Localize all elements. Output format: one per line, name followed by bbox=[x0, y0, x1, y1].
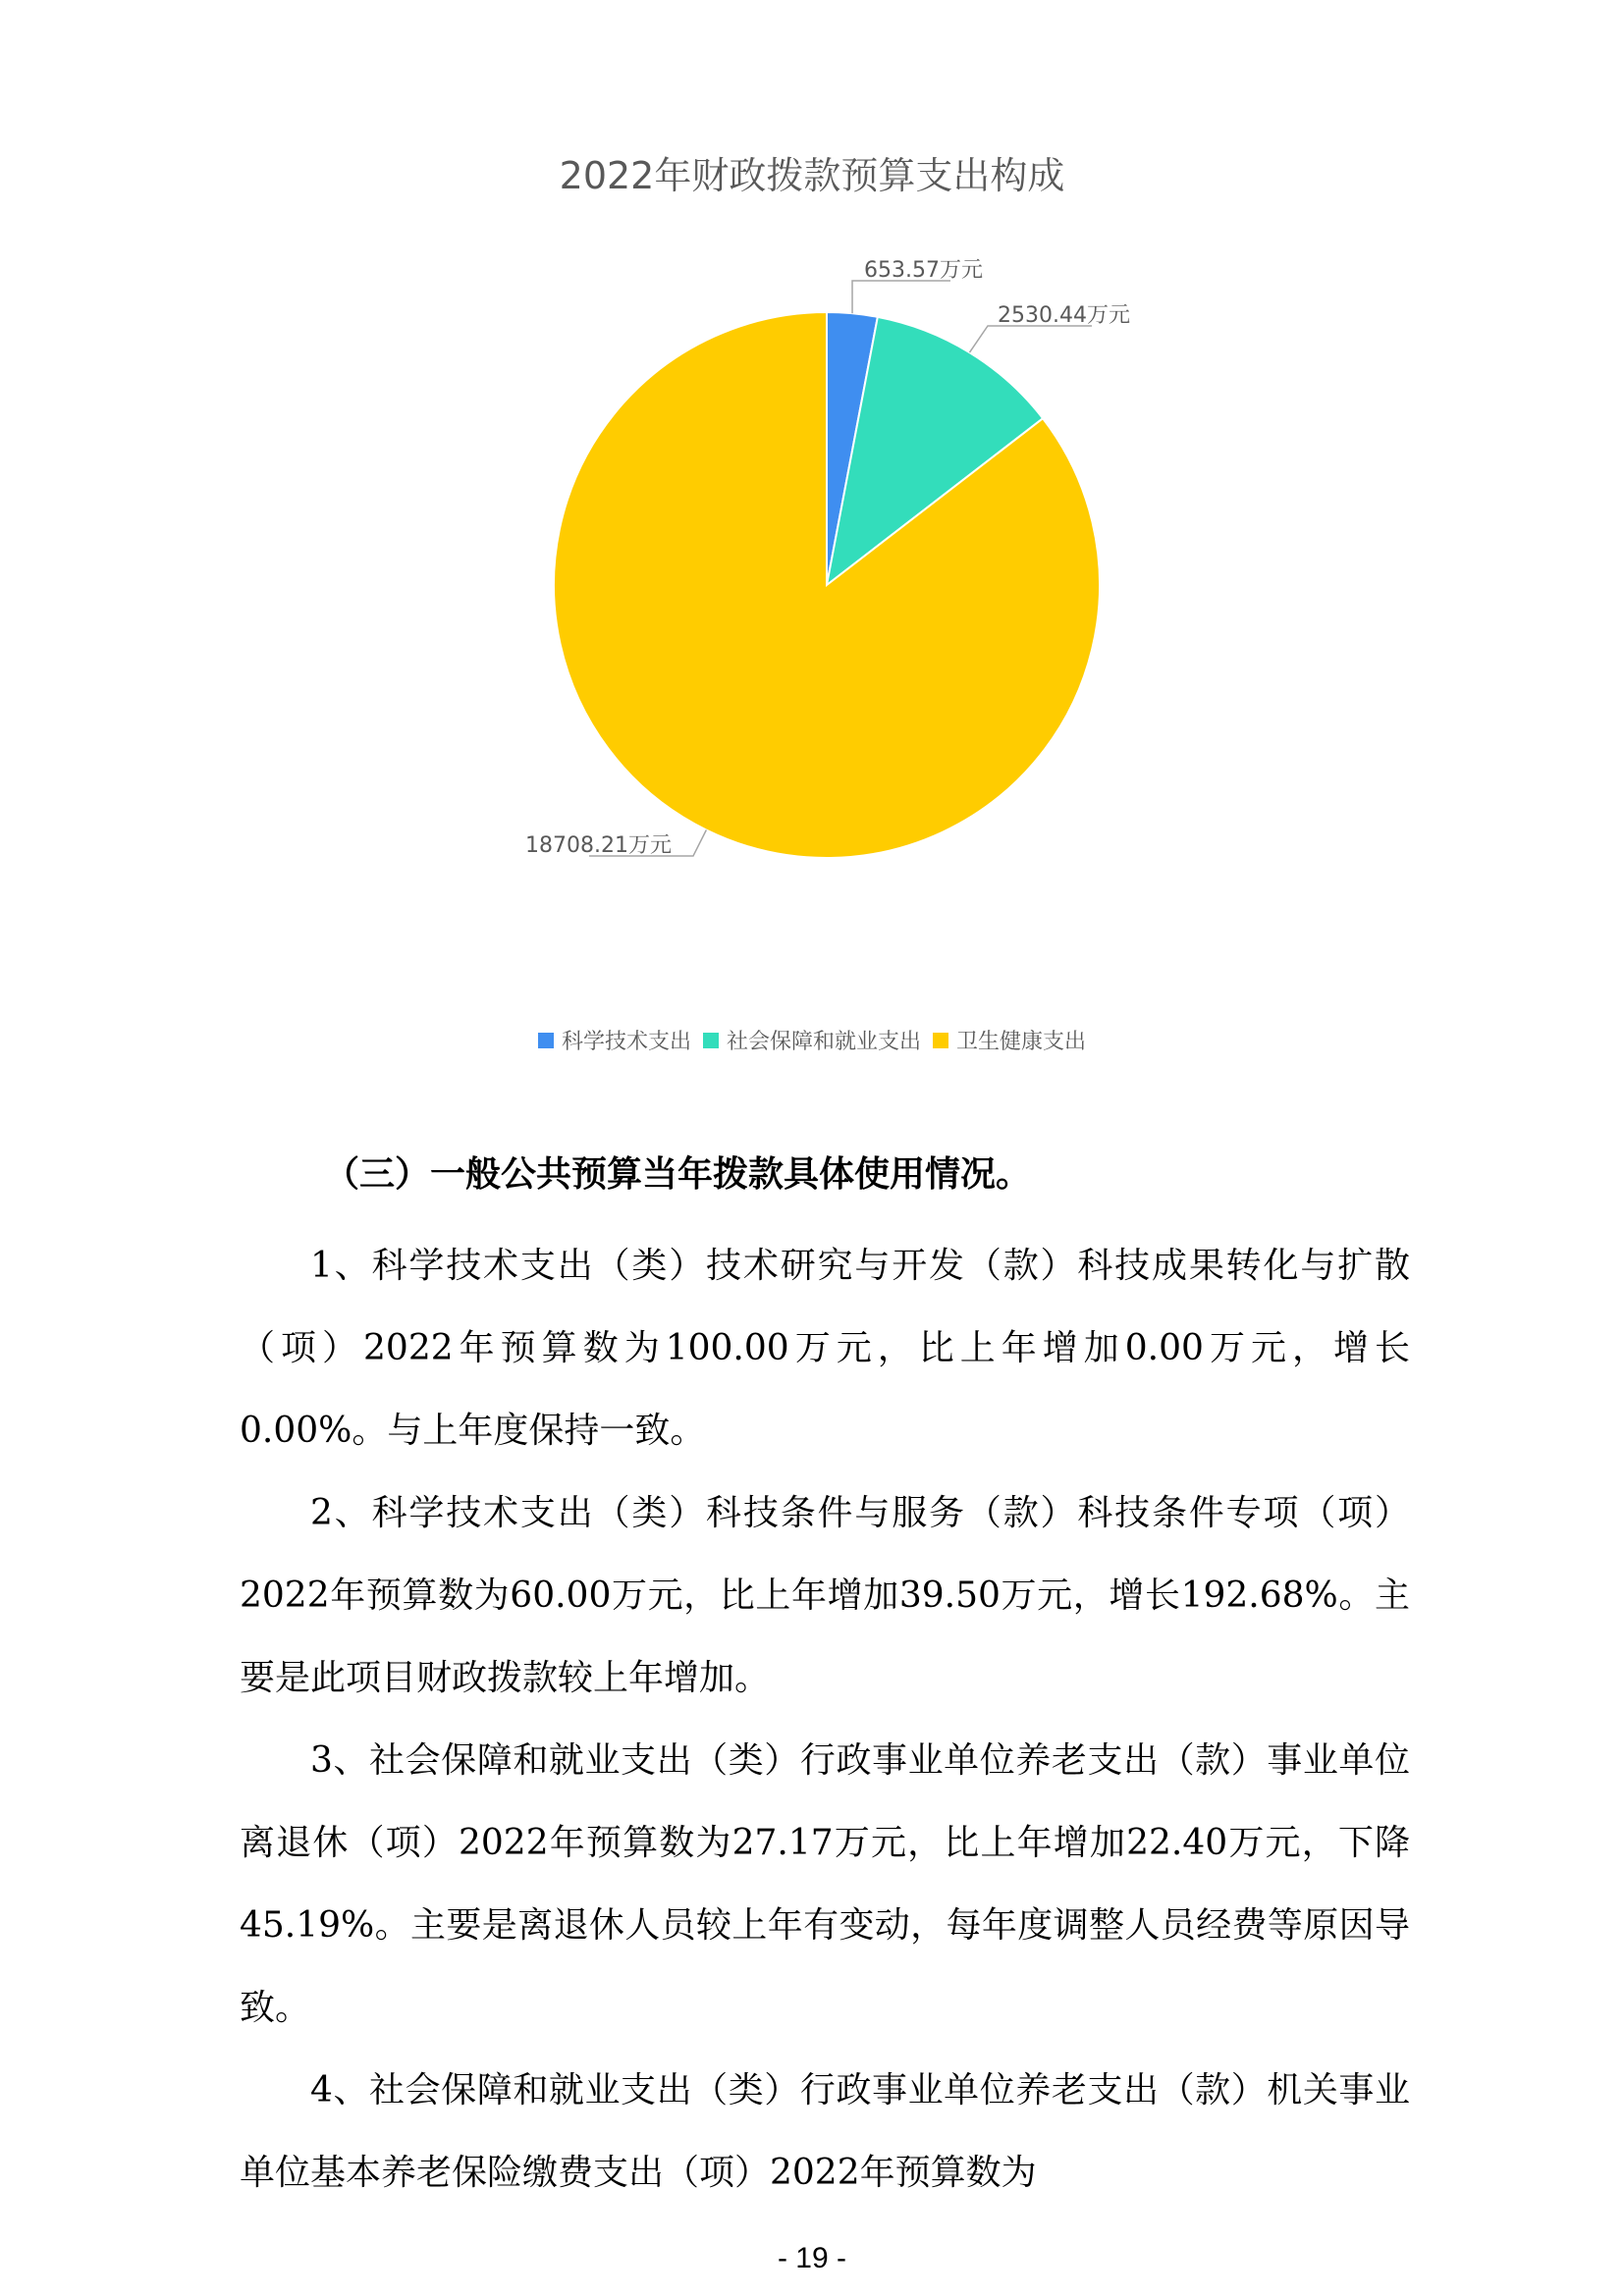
legend-label-science: 科学技术支出 bbox=[561, 1030, 691, 1054]
legend-label-social: 社会保障和就业支出 bbox=[726, 1030, 921, 1054]
slice-label-science: 653.57万元 bbox=[864, 258, 983, 283]
pie-chart bbox=[0, 0, 1624, 982]
paragraph-1: 1、科学技术支出（类）技术研究与开发（款）科技成果转化与扩散（项）2022年预算数为100.00万元，比上年增加0.00万元，增长0.00%。与上年度保持一致。 bbox=[240, 1246, 1410, 1451]
legend-swatch-health bbox=[933, 1033, 948, 1048]
leader-line-social bbox=[969, 326, 1092, 352]
chart-title: 2022年财政拨款预算支出构成 bbox=[559, 154, 1065, 197]
legend-item-social bbox=[703, 1025, 921, 1055]
section-heading: （三）一般公共预算当年拨款具体使用情况。 bbox=[324, 1153, 1032, 1195]
body-text bbox=[240, 1225, 1410, 2215]
legend-label-health: 卫生健康支出 bbox=[956, 1030, 1087, 1054]
legend-item-health bbox=[933, 1025, 1086, 1055]
slice-label-health: 18708.21万元 bbox=[525, 833, 672, 858]
chart-legend bbox=[0, 1025, 1624, 1055]
paragraph-4: 4、社会保障和就业支出（类）行政事业单位养老支出（款）机关事业单位基本养老保险缴费支出（项）2022年预算数为 bbox=[240, 2070, 1410, 2193]
slice-label-social: 2530.44万元 bbox=[998, 303, 1130, 328]
leader-line-science bbox=[852, 281, 950, 313]
paragraph-3: 3、社会保障和就业支出（类）行政事业单位养老支出（款）事业单位离退休（项）2022年预算数为27.17万元，比上年增加22.40万元，下降45.19%。主要是离退休人员较上年有变动，每年度调整人员经费等原因导致。 bbox=[240, 1740, 1410, 2028]
legend-swatch-social bbox=[703, 1033, 719, 1048]
legend-item-science bbox=[538, 1025, 691, 1055]
page-number: - 19 - bbox=[777, 2242, 847, 2274]
legend-swatch-science bbox=[538, 1033, 554, 1048]
paragraph-2: 2、科学技术支出（类）科技条件与服务（款）科技条件专项（项）2022年预算数为60.00万元，比上年增加39.50万元，增长192.68%。主要是此项目财政拨款较上年增加。 bbox=[240, 1493, 1410, 1698]
